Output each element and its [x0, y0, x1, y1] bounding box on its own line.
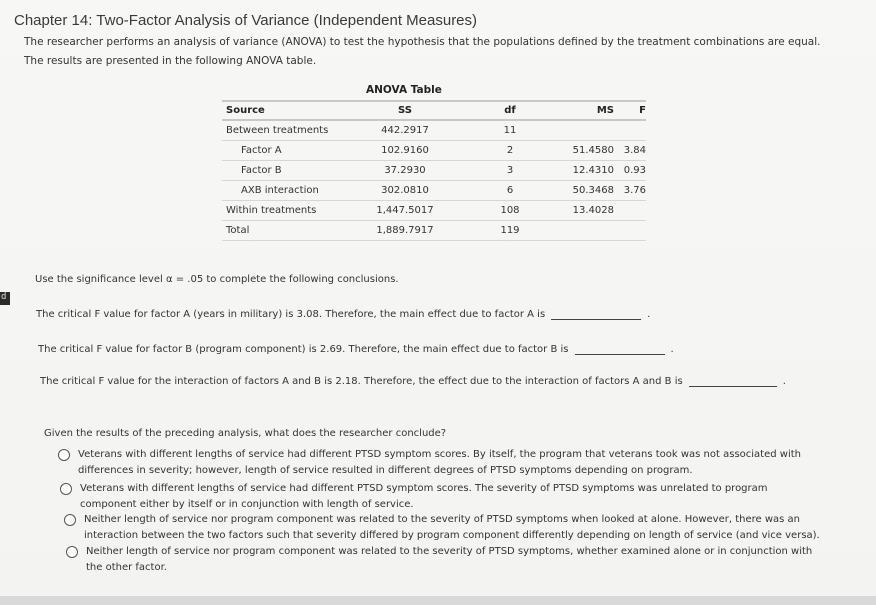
cell-ms: [554, 220, 620, 240]
cell-f: [620, 220, 646, 240]
bottom-edge: [0, 596, 876, 605]
cell-ss: 1,447.5017: [344, 200, 466, 220]
chapter-title: Chapter 14: Two-Factor Analysis of Variance (Independent Measures): [14, 12, 478, 29]
cell-f: 3.76: [620, 180, 646, 200]
table-row: [222, 180, 646, 200]
cell-f: 0.93: [620, 160, 646, 180]
cell-ss: 37.2930: [344, 160, 466, 180]
cell-source: Total: [222, 220, 344, 240]
header-df: df: [466, 101, 554, 120]
cell-ms: 50.3468: [554, 180, 620, 200]
question-text: Given the results of the preceding analysis, what does the researcher conclude?: [44, 428, 447, 439]
conclusion-factor-a-text: The critical F value for factor A (years in military) is 3.08. Therefore, the main effect due to factor A is: [36, 309, 546, 320]
conclusion-factor-b-text: The critical F value for factor B (program component) is 2.69. Therefore, the main effect due to factor B is: [38, 344, 569, 355]
anova-table: [222, 100, 646, 241]
cell-df: 2: [466, 140, 554, 160]
radio-button[interactable]: [66, 546, 78, 558]
intro-line-2: The results are presented in the following ANOVA table.: [24, 55, 317, 67]
conclusion-factor-b: [38, 344, 674, 355]
cell-ss: 302.0810: [344, 180, 466, 200]
conclusion-period: .: [782, 376, 786, 387]
cell-ss: 442.2917: [344, 120, 466, 140]
radio-button[interactable]: [58, 449, 70, 461]
cell-ss: 102.9160: [344, 140, 466, 160]
cell-source: Within treatments: [222, 200, 344, 220]
conclusion-interaction: [40, 376, 786, 387]
conclusion-period: .: [670, 344, 674, 355]
intro-line-1: The researcher performs an analysis of variance (ANOVA) to test the hypothesis that the populations defined by the treatment combinations are equal.: [24, 36, 821, 48]
cell-df: 3: [466, 160, 554, 180]
option-label: Neither length of service nor program component was related to the severity of PTSD symptoms when looked at alone. However, there was an interaction between the two factors such that severity differed by program component differently depending on length of service (and vice versa).: [84, 514, 820, 541]
header-ms: MS: [554, 101, 620, 120]
table-row: [222, 200, 646, 220]
option-label: Veterans with different lengths of service had different PTSD symptom scores. By itself, the program that veterans took was not associated with differences in severity; however, length of service resulted in different degrees of PTSD symptoms depending on program.: [78, 449, 801, 476]
interaction-answer-blank[interactable]: [689, 377, 777, 387]
table-row: [222, 220, 646, 240]
header-ss: SS: [344, 101, 466, 120]
cell-df: 119: [466, 220, 554, 240]
answer-option-1[interactable]: [58, 447, 818, 479]
cell-source: Between treatments: [222, 120, 344, 140]
factor-b-answer-blank[interactable]: [575, 345, 665, 355]
cell-source: Factor A: [222, 140, 344, 160]
cell-ms: 12.4310: [554, 160, 620, 180]
left-edge-glyph: d: [1, 292, 7, 302]
conclusion-period: .: [647, 309, 651, 320]
factor-a-answer-blank[interactable]: [551, 310, 641, 320]
answer-option-2[interactable]: [60, 481, 790, 513]
answer-option-4[interactable]: [66, 544, 826, 576]
cell-ms: 13.4028: [554, 200, 620, 220]
cell-f: [620, 120, 646, 140]
table-row: [222, 160, 646, 180]
cell-ms: 51.4580: [554, 140, 620, 160]
option-label: Veterans with different lengths of service had different PTSD symptom scores. The severity of PTSD symptoms was unrelated to program component either by itself or in conjunction with length of service.: [80, 483, 768, 510]
answer-option-3[interactable]: [64, 512, 824, 544]
cell-ss: 1,889.7917: [344, 220, 466, 240]
header-source: Source: [222, 101, 344, 120]
cell-source: AXB interaction: [222, 180, 344, 200]
cell-df: 6: [466, 180, 554, 200]
anova-table-caption: ANOVA Table: [366, 84, 442, 96]
conclusion-factor-a: [36, 309, 650, 320]
cell-source: Factor B: [222, 160, 344, 180]
cell-ms: [554, 120, 620, 140]
table-row: [222, 120, 646, 140]
radio-button[interactable]: [60, 483, 72, 495]
conclusion-interaction-text: The critical F value for the interaction of factors A and B is 2.18. Therefore, the effect due to the interaction of factors A and B is: [40, 376, 683, 387]
option-label: Neither length of service nor program component was related to the severity of PTSD symptoms, whether examined alone or in conjunction with the other factor.: [86, 546, 813, 573]
header-f: F: [620, 101, 646, 120]
cell-f: 3.84: [620, 140, 646, 160]
significance-instruction: Use the significance level α = .05 to complete the following conclusions.: [35, 274, 399, 285]
cell-df: 11: [466, 120, 554, 140]
radio-button[interactable]: [64, 514, 76, 526]
cell-f: [620, 200, 646, 220]
table-row: [222, 140, 646, 160]
cell-df: 108: [466, 200, 554, 220]
anova-header-row: [222, 101, 646, 120]
